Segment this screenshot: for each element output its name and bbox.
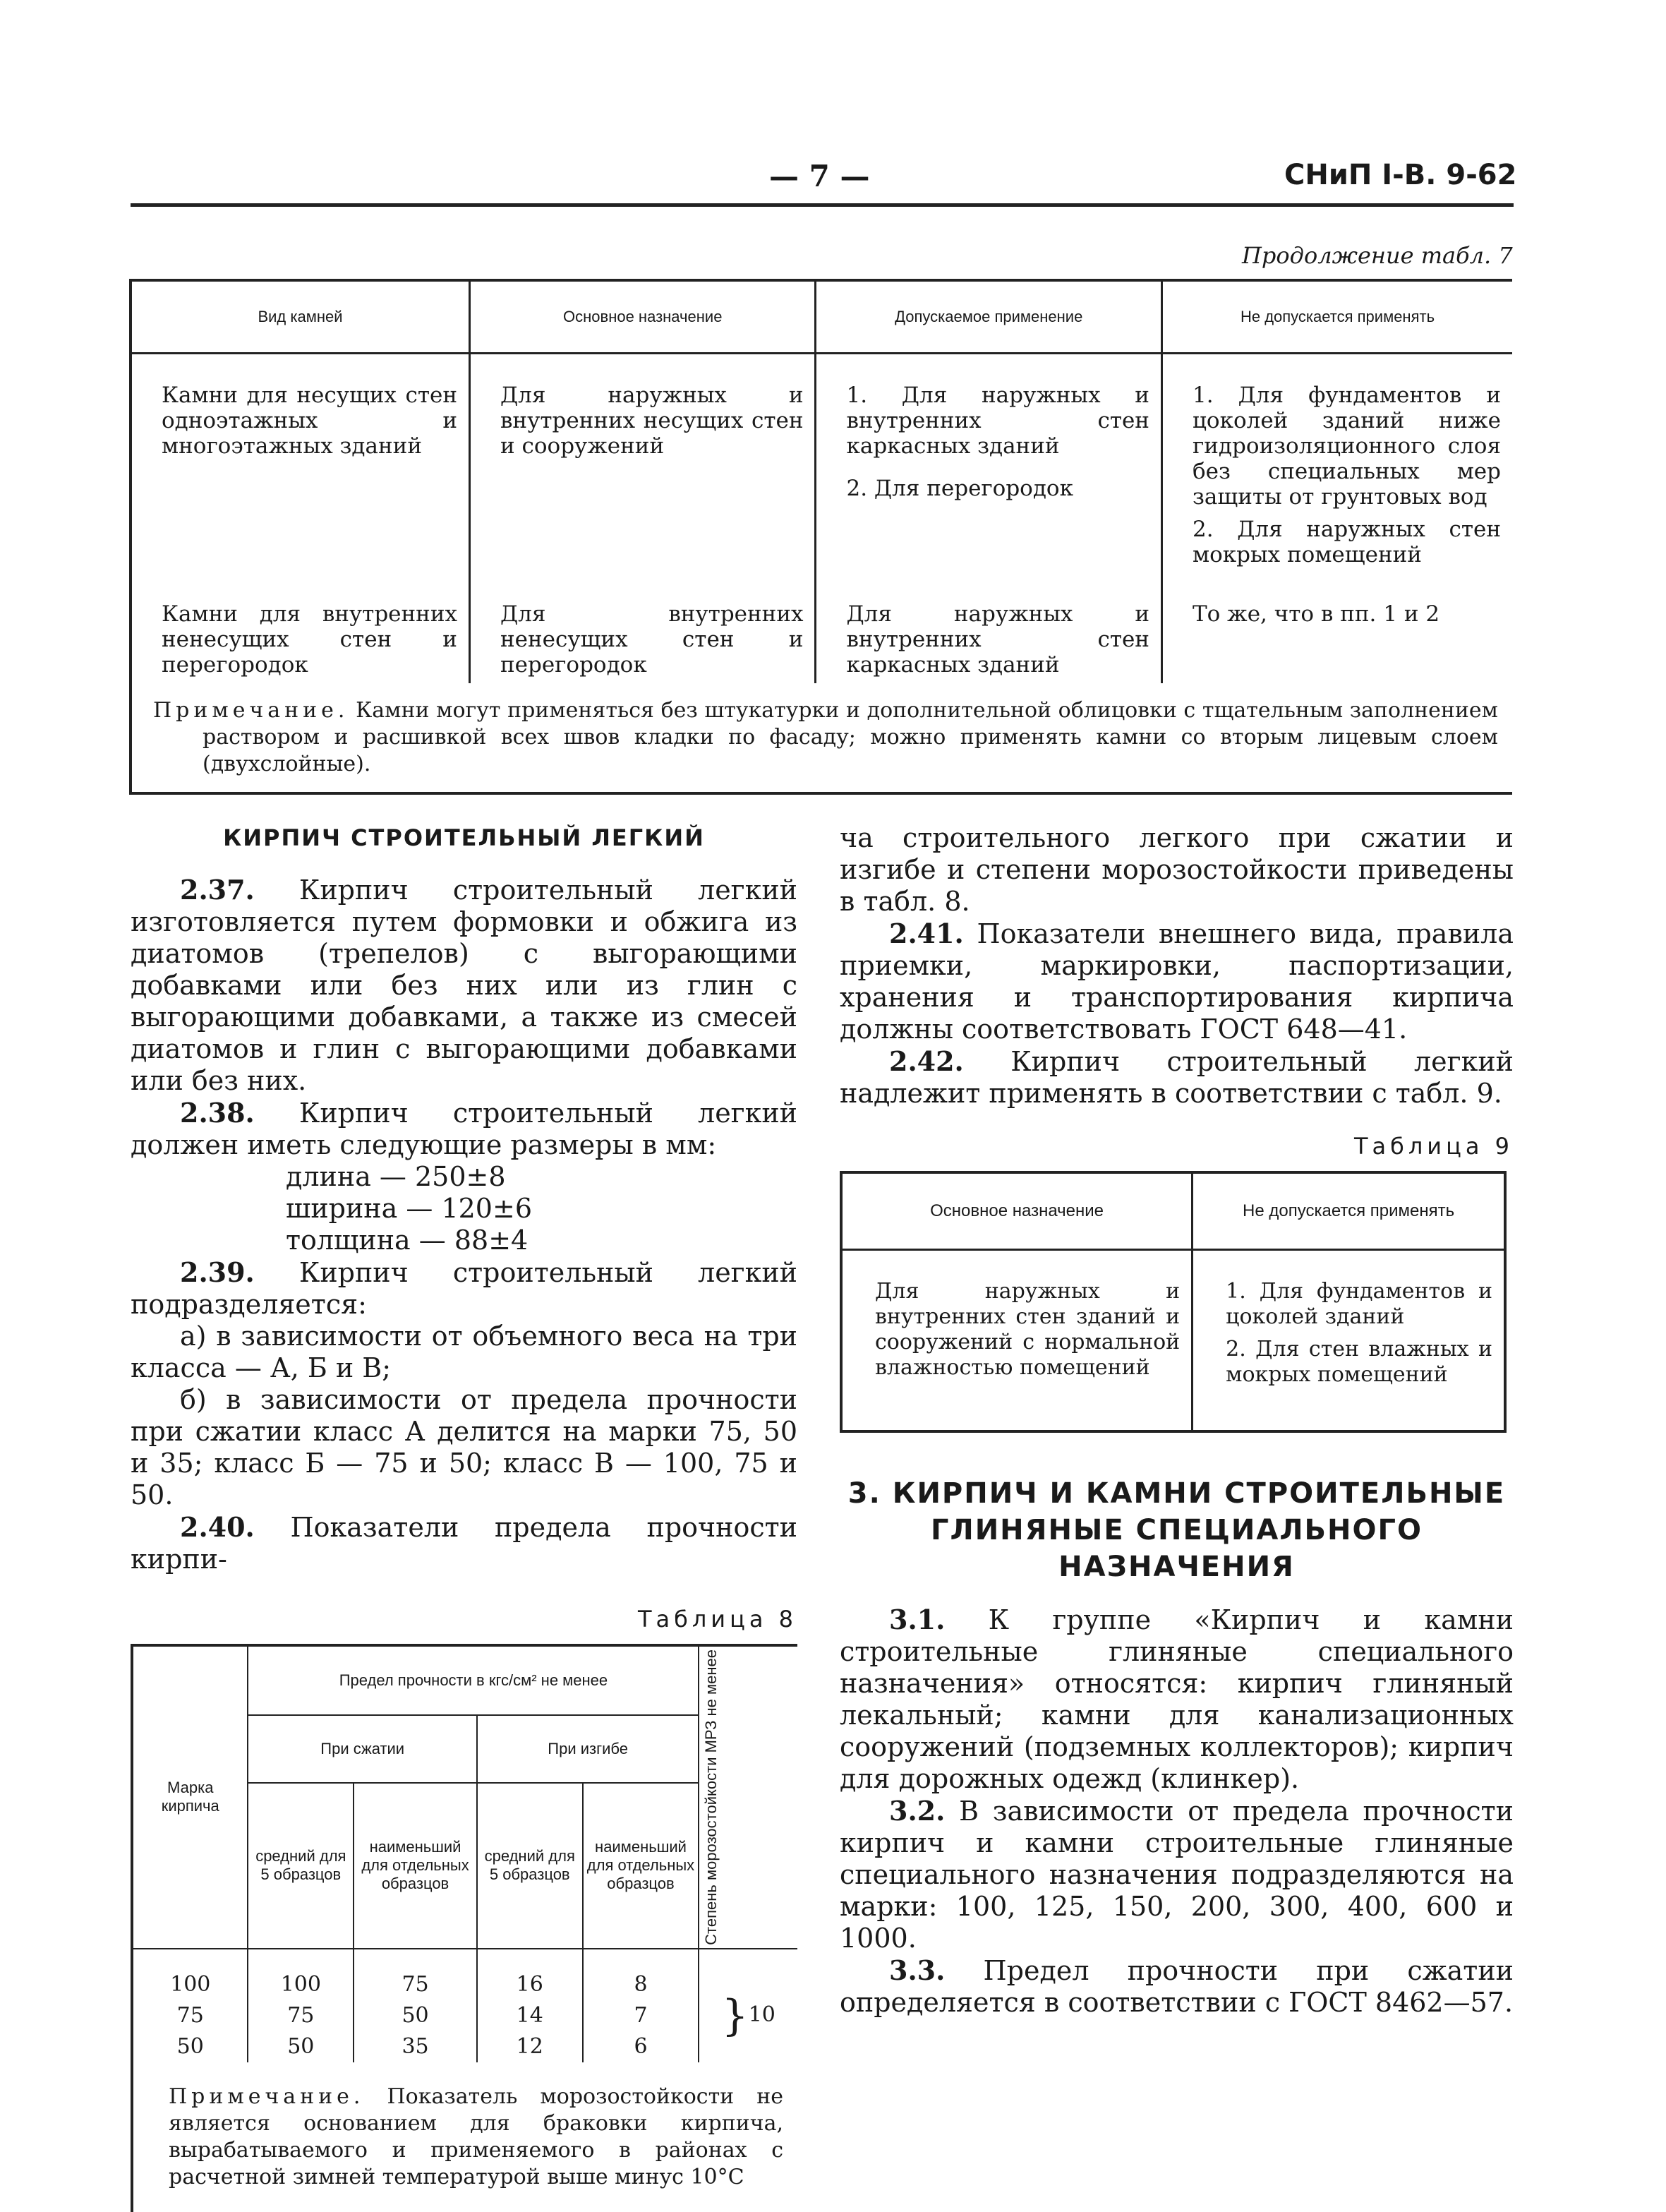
table8-header-bend: При изгибе [477,1715,699,1783]
paragraph-2-39: 2.39. Кирпич строительный легкий подразделяется: [131,1256,797,1320]
table-row [131,354,1512,574]
table7-cell-purpose: Для наружных и внутренних несущих стен и сооружений [469,354,816,574]
paragraph-2-40-cont: ча строительного легкого при сжатии и изгибе и степени морозостойкости приведены в табл. 8. [840,822,1514,917]
section-3-title: 3. КИРПИЧ И КАМНИ СТРОИТЕЛЬНЫЕ ГЛИНЯНЫЕ СПЕЦИАЛЬНОГО НАЗНАЧЕНИЯ [847,1477,1506,1583]
paragraph-2-40: 2.40. Показатели предела прочности кирпи- [131,1511,797,1575]
paragraph-3-2: 3.2. В зависимости от предела прочности кирпич и камни строительные глиняные специального назначения подразделяются на марки: 100, 125, 150, 200, 300, 400, 600 и 1000. [840,1795,1514,1954]
table8-header-min: наименьший для отдельных образцов [583,1783,699,1949]
table7-header-kind: Вид камней [131,280,469,354]
table7-note [131,683,1512,793]
note-text: Камни могут применяться без штукатурки и дополнительной облицовки с тщательным заполнением раствором и расшивкой всех швов кладки по фасаду; можно применять камни со вторым лицевым слоем (двухслойные). [203,698,1498,776]
table7-cell-allowed [816,354,1162,574]
table9-header-forbidden: Не допускается применять [1193,1172,1505,1250]
table7-continuation-caption: Продолжение табл. 7 [1242,242,1513,269]
table7-allowed-item-1: 1. Для наружных и внутренних стен каркасных зданий [846,383,1149,459]
table8-frost-value: }10 [721,1991,775,2041]
table7-forbidden-item-1: 1. Для фундаментов и цоколей зданий ниже гидроизоляционного слоя без специальных мер защиты от грунтовых вод [1192,383,1501,510]
table8-header-strength: Предел прочности в кгс/см² не менее [248,1645,699,1715]
table8-caption: Таблица 8 [637,1606,797,1633]
table-9 [840,1171,1507,1433]
table7-cell-allowed: Для наружных и внутренних стен каркасных зданий [816,573,1162,683]
section-title: КИРПИЧ СТРОИТЕЛЬНЫЙ ЛЕГКИЙ [223,824,705,851]
note-label: Примечание. [153,698,349,723]
paragraph-2-41: 2.41. Показатели внешнего вида, правила приемки, маркировки, паспортизации, хранения и транспортирования кирпича должны соответствовать ГОСТ 648—41. [840,918,1514,1045]
table8-header-frost: Степень морозостойкости МРЗ не менее [699,1645,797,1949]
table9-caption: Таблица 9 [1353,1133,1514,1160]
table7-header-forbidden: Не допускается применять [1161,280,1512,354]
table8-note: Примечание. Показатель морозостойкости не является основанием для браковки кирпича, вырабатываемого и применяемого в районах с расчетной зимней температурой выше минус 10°С [169,2084,783,2189]
table8-header-avg: средний для 5 образцов [248,1783,354,1949]
table7-header-allowed: Допускаемое применение [816,280,1162,354]
table-7 [129,279,1512,795]
table-row [131,573,1512,683]
paragraph-2-38: 2.38. Кирпич строительный легкий должен иметь следующие размеры в мм: [131,1097,797,1160]
dimension-width: ширина — 120±6 [286,1193,532,1224]
paragraph-2-37: 2.37. Кирпич строительный легкий изготовляется путем формовки и обжига из диатомов (трепелов) с выгорающими добавками или без них или из глин с выгорающими добавками, а также из смесей диатомов и глин с выгорающими добавками или без них. [131,874,797,1096]
table7-cell-kind: Камни для внутренних ненесущих стен и перегородок [131,573,469,683]
table7-cell-forbidden: То же, что в пп. 1 и 2 [1192,601,1440,627]
table8-header-min: наименьший для отдельных образцов [354,1783,477,1949]
left-column [131,822,797,2212]
paragraph-3-3: 3.3. Предел прочности при сжатии определяется в соответствии с ГОСТ 8462—57. [840,1954,1514,2018]
table-8 [131,1644,797,2212]
table7-cell-forbidden [1161,354,1512,574]
paragraph-2-39-a: а) в зависимости от объемного веса на три класса — А, Б и В; [131,1321,797,1383]
dimension-length: длина — 250±8 [286,1161,506,1192]
table9-cell-purpose: Для наружных и внутренних стен зданий и сооружений с нормальной влажностью помещений [841,1250,1193,1432]
page-number: — 7 — [769,159,870,193]
table7-header-row [131,280,1512,354]
paragraph-2-42: 2.42. Кирпич строительный легкий надлежит применять в соответствии с табл. 9. [840,1045,1514,1109]
table7-allowed-item-2: 2. Для перегородок [846,476,1073,501]
table8-header-avg: средний для 5 образцов [477,1783,583,1949]
table9-cell-forbidden: 1. Для фундаментов и цоколей зданий 2. Для стен влажных и мокрых помещений [1226,1279,1492,1387]
table8-header-compress: При сжатии [248,1715,476,1783]
table9-header-purpose: Основное назначение [841,1172,1193,1250]
paragraph-2-39-b: б) в зависимости от предела прочности при сжатии класс А делится на марки 75, 50 и 35; класс Б — 75 и 50; класс В — 100, 75 и 50. [131,1384,797,1510]
paragraph-3-1: 3.1. К группе «Кирпич и камни строительные глиняные специального назначения» относятся: кирпич глиняный лекальный; камни для канализационных сооружений (подземных коллекторов); кирпич для дорожных одежд (клинкер). [840,1604,1514,1794]
dimension-thickness: толщина — 88±4 [286,1225,529,1256]
table-row: 75 75 50 14 7 [132,2000,797,2031]
table7-header-purpose: Основное назначение [469,280,816,354]
table7-forbidden-item-2: 2. Для наружных стен мокрых помещений [1192,517,1501,567]
table-row: 100 100 75 16 8 }10 [132,1949,797,2000]
document-code: СНиП I-В. 9-62 [1284,159,1517,191]
table-row: 50 50 35 12 6 [132,2031,797,2062]
table7-note-row [131,683,1512,793]
table8-header-mark: Марка кирпича [132,1645,248,1949]
header-rule [131,203,1514,207]
table7-cell-kind: Камни для несущих стен одноэтажных и многоэтажных зданий [131,354,469,574]
table-row [841,1250,1505,1432]
right-column [840,822,1514,2019]
table7-cell-purpose: Для внутренних ненесущих стен и перегородок [469,573,816,683]
